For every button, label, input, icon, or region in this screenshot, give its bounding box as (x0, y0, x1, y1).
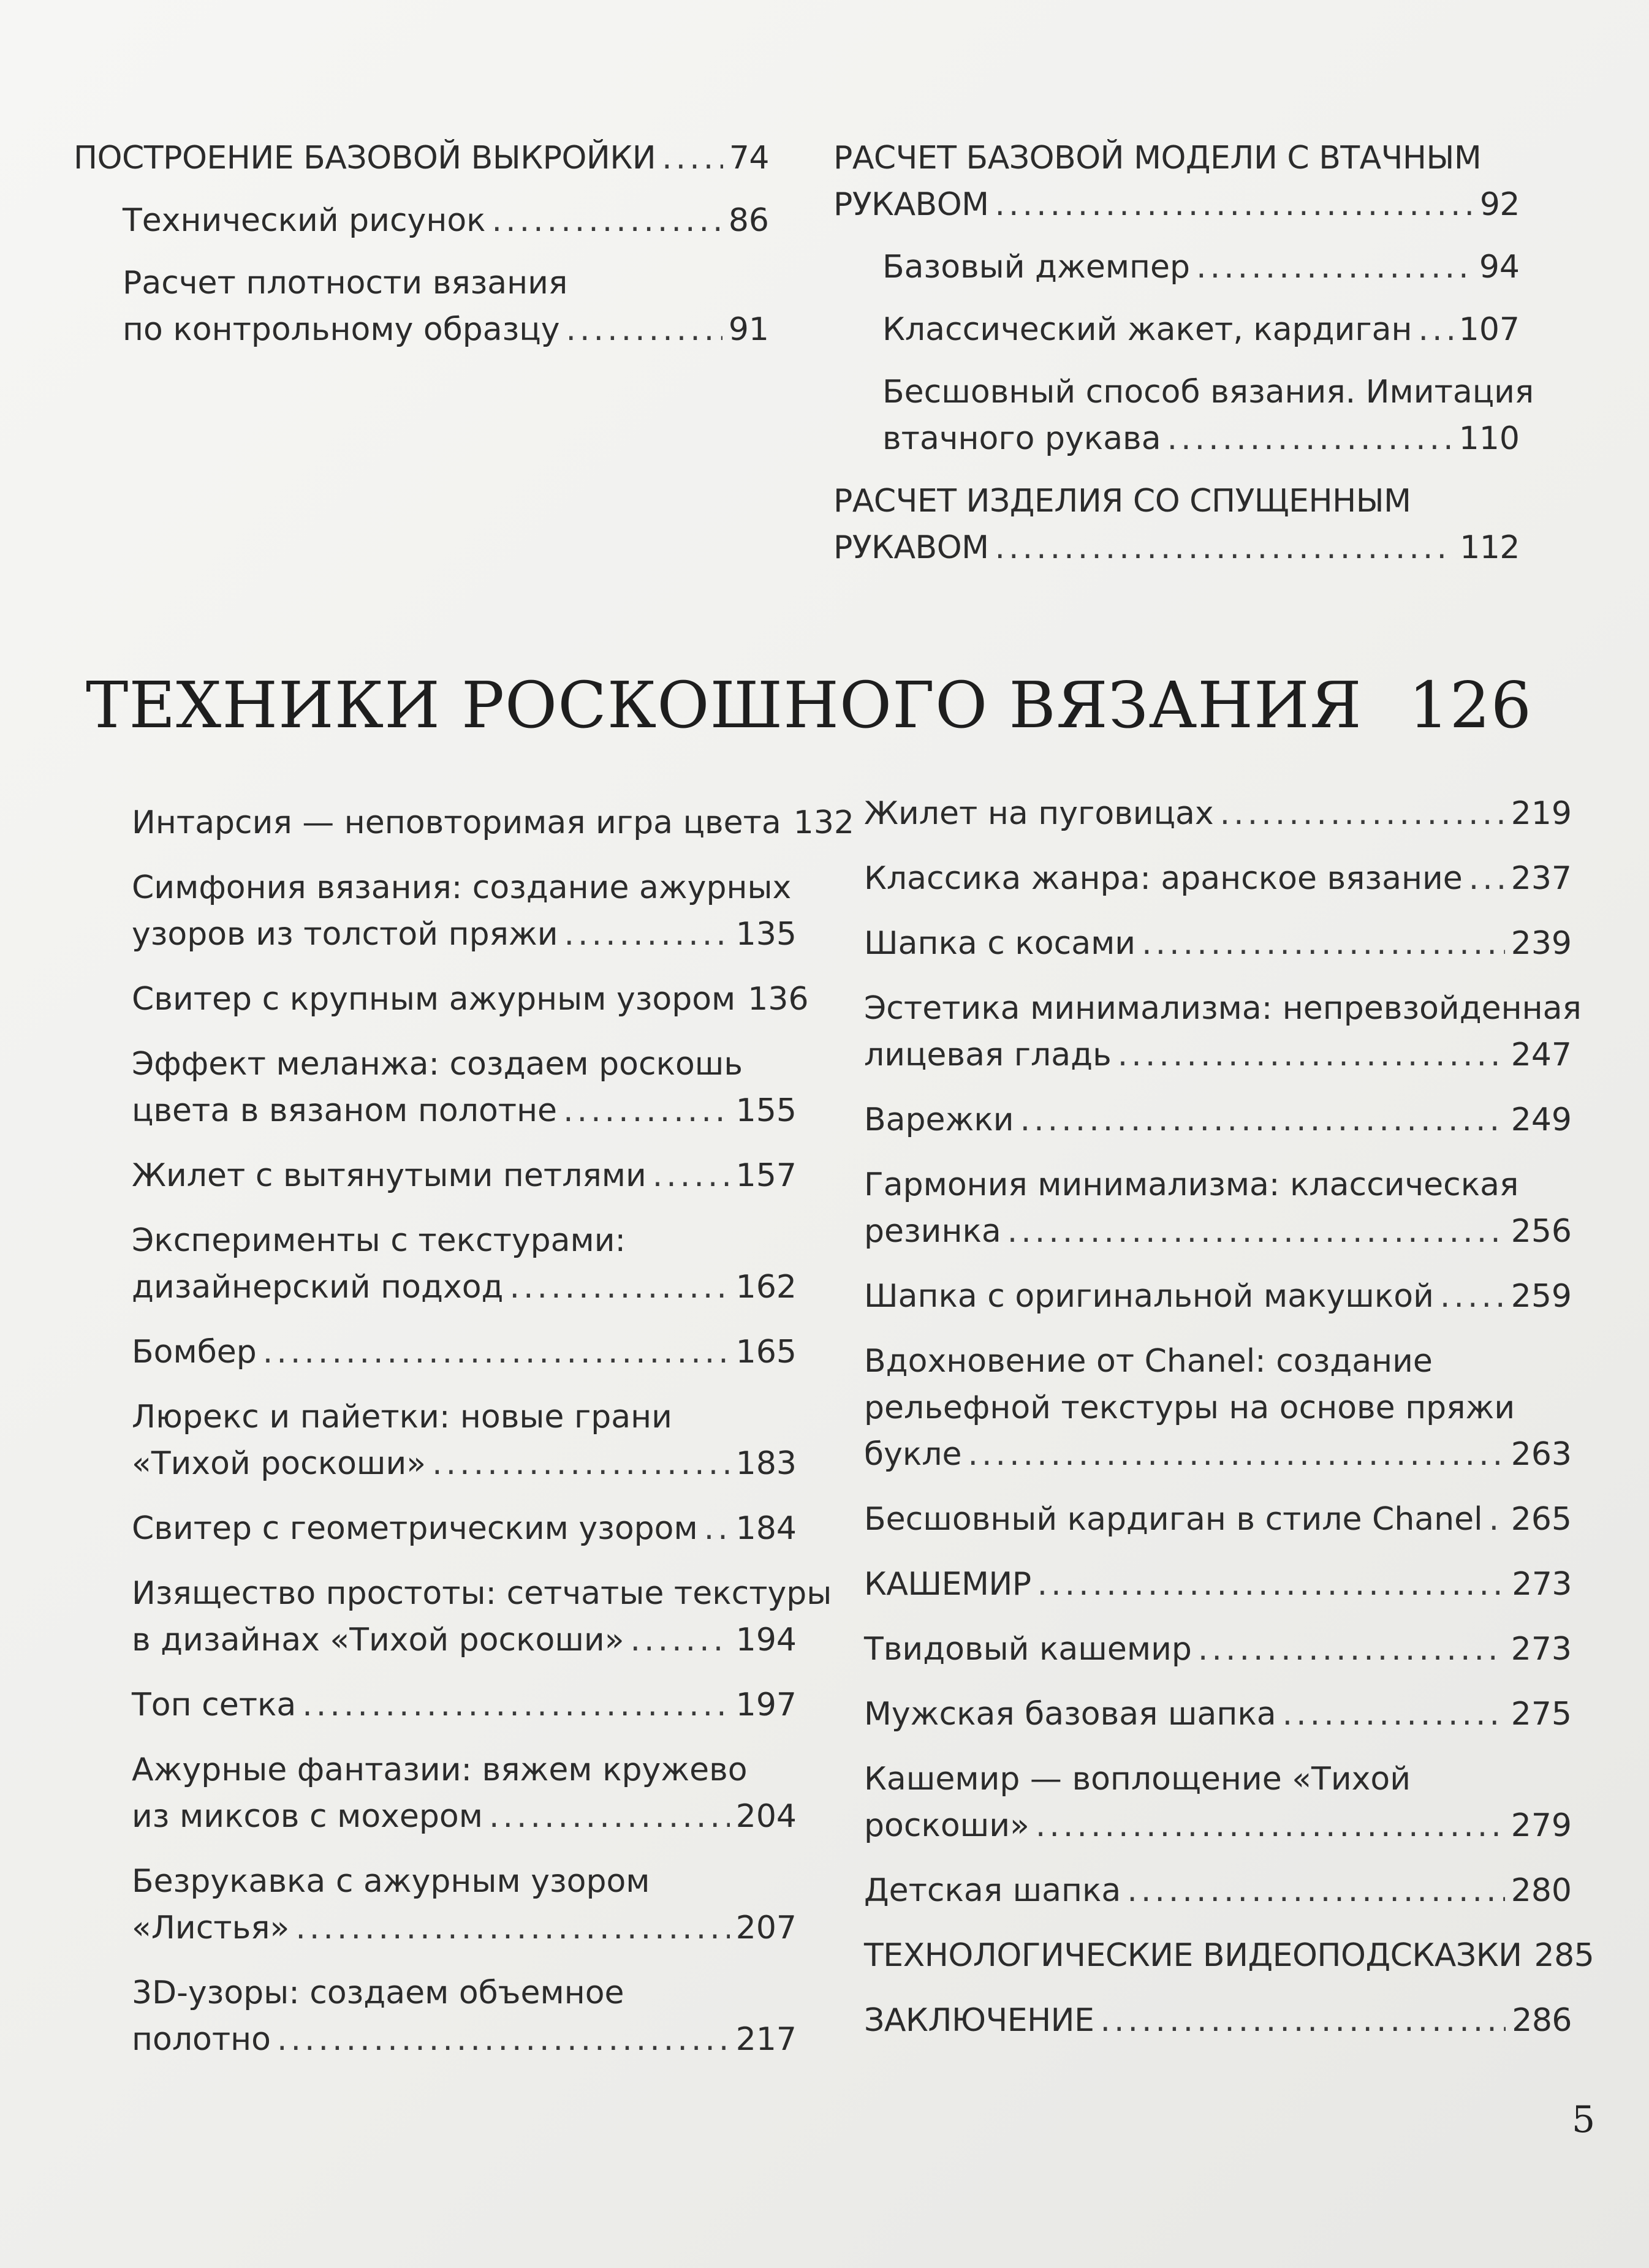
toc-entry-page: 197 (735, 1687, 797, 1723)
toc-entry (864, 920, 1572, 967)
dot-leader (968, 1431, 1504, 1478)
toc-entry-page: 275 (1511, 1696, 1572, 1733)
toc-entry-title: полотно (132, 2021, 271, 2058)
dot-leader (1127, 1867, 1504, 1914)
toc-entry (864, 1162, 1572, 1255)
dot-leader (263, 1329, 730, 1375)
toc-entry-page: 184 (735, 1510, 797, 1547)
toc-entry (864, 1932, 1594, 1979)
toc-bottom-left-column (132, 799, 855, 2081)
toc-entry-title: Мужская базовая шапка (864, 1696, 1276, 1733)
toc-entry-title: Базовый джемпер (882, 249, 1191, 285)
toc-entry-page: 183 (735, 1445, 797, 1482)
toc-entry-title: по контрольному образцу (123, 311, 560, 348)
toc-entry (864, 1097, 1572, 1143)
toc-entry-page: 155 (735, 1092, 797, 1129)
section-page: 126 (1408, 668, 1532, 743)
section-heading (86, 668, 1532, 743)
toc-entry-page: 91 (728, 311, 769, 348)
dot-leader (302, 1682, 729, 1728)
toc-entry (132, 1858, 797, 1951)
toc-entry-title: роскоши» (864, 1807, 1029, 1844)
dot-leader (1118, 1032, 1505, 1078)
toc-entry-page: 259 (1511, 1278, 1572, 1315)
toc-entry (132, 1682, 797, 1728)
toc-bottom-right-column (864, 790, 1594, 2062)
toc-entry-title: Варежки (864, 1102, 1014, 1138)
dot-leader (566, 306, 722, 353)
dot-leader (995, 524, 1454, 571)
toc-entry (132, 1329, 797, 1375)
toc-entry-title: Эффект меланжа: создаем роскошь (132, 1046, 743, 1083)
toc-entry-page: 256 (1511, 1213, 1572, 1250)
toc-entry-page: 279 (1511, 1807, 1572, 1844)
toc-entry-title: Эстетика минимализма: непревзойденная (864, 990, 1582, 1027)
toc-entry (132, 1505, 797, 1552)
dot-leader (489, 1793, 730, 1840)
dot-leader (662, 135, 723, 181)
toc-entry-page: 92 (1479, 186, 1520, 223)
dot-leader (564, 911, 730, 958)
dot-leader (1440, 1273, 1505, 1320)
toc-entry-page: 273 (1512, 1566, 1572, 1603)
toc-entry-page: 74 (729, 140, 769, 176)
toc-entry-page: 165 (735, 1334, 797, 1370)
toc-entry (132, 1570, 832, 1663)
toc-entry-title: Свитер с геометрическим узором (132, 1510, 698, 1547)
toc-entry-title: узоров из толстой пряжи (132, 916, 558, 953)
toc-entry (864, 1561, 1572, 1608)
toc-entry (132, 976, 809, 1022)
dot-leader (653, 1152, 730, 1199)
toc-entry-title: втачного рукава (882, 420, 1161, 457)
toc-entry-title: Классика жанра: аранское вязание (864, 860, 1463, 897)
toc-entry-title: РАСЧЕТ ИЗДЕЛИЯ СО СПУЩЕННЫМ (833, 483, 1411, 520)
toc-entry (833, 478, 1520, 571)
toc-entry-title: дизайнерский подход (132, 1269, 504, 1306)
dot-leader (1220, 790, 1505, 837)
toc-entry-page: 247 (1511, 1037, 1572, 1073)
toc-entry-title: РУКАВОМ (833, 529, 989, 566)
toc-entry (132, 1970, 797, 2063)
toc-entry-page: 249 (1511, 1102, 1572, 1138)
toc-entry (864, 1338, 1572, 1478)
toc-entry (864, 1997, 1572, 2044)
toc-entry-title: ЗАКЛЮЧЕНИЕ (864, 2002, 1094, 2039)
toc-entry (864, 985, 1582, 1078)
toc-entry-page: 110 (1458, 420, 1520, 457)
dot-leader (1036, 1802, 1505, 1849)
toc-entry-title: Твидовый кашемир (864, 1631, 1192, 1668)
toc-entry-title: 3D-узоры: создаем объемное (132, 1975, 624, 2011)
toc-entry-title: Интарсия — неповторимая игра цвета (132, 804, 781, 841)
toc-entry-title: Изящество простоты: сетчатые текстуры (132, 1575, 832, 1612)
toc-entry (864, 1867, 1572, 1914)
dot-leader (995, 181, 1474, 228)
toc-entry-title: рельефной текстуры на основе пряжи (864, 1389, 1515, 1426)
toc-entry (882, 369, 1534, 462)
toc-entry (132, 799, 855, 846)
toc-entry (864, 855, 1572, 902)
toc-entry (132, 1152, 797, 1199)
toc-entry-title: Бесшовный кардиган в стиле Chanel (864, 1501, 1483, 1538)
toc-entry (74, 135, 769, 181)
toc-entry-page: 86 (728, 202, 769, 239)
dot-leader (509, 1264, 729, 1310)
toc-entry-title: в дизайнах «Тихой роскоши» (132, 1622, 624, 1658)
dot-leader (1283, 1691, 1505, 1737)
toc-entry-title: резинка (864, 1213, 1001, 1250)
toc-entry (132, 1747, 797, 1840)
toc-entry (864, 1273, 1572, 1320)
toc-entry-page: 136 (748, 981, 809, 1018)
toc-entry-page: 132 (793, 804, 855, 841)
toc-entry-page: 280 (1511, 1872, 1572, 1909)
toc-entry (864, 1756, 1572, 1849)
toc-entry-title: «Тихой роскоши» (132, 1445, 426, 1482)
toc-entry-page: 265 (1511, 1501, 1572, 1538)
toc-entry-title: Симфония вязания: создание ажурных (132, 869, 792, 906)
toc-entry-page: 157 (735, 1157, 797, 1194)
dot-leader (1167, 415, 1453, 462)
toc-entry-title: Топ сетка (132, 1687, 297, 1723)
dot-leader (432, 1440, 730, 1487)
toc-entry-title: Классический жакет, кардиган (882, 311, 1412, 348)
toc-entry-title: Бесшовный способ вязания. Имитация (882, 374, 1534, 410)
toc-entry (864, 790, 1572, 837)
toc-top-right-column (833, 135, 1534, 587)
toc-entry (864, 1496, 1572, 1543)
dot-leader (631, 1617, 730, 1663)
dot-leader (1037, 1561, 1506, 1608)
dot-leader (277, 2016, 730, 2063)
dot-leader (1020, 1097, 1505, 1143)
toc-entry (864, 1691, 1572, 1737)
toc-entry-title: Детская шапка (864, 1872, 1121, 1909)
dot-leader (704, 1505, 730, 1552)
toc-entry (882, 244, 1520, 290)
dot-leader (1142, 920, 1505, 967)
toc-entry-title: Гармония минимализма: классическая (864, 1166, 1519, 1203)
toc-entry-page: 263 (1511, 1436, 1572, 1473)
toc-entry (833, 135, 1520, 228)
toc-entry (132, 1394, 797, 1487)
toc-entry (123, 260, 769, 353)
toc-entry-title: Шапка с косами (864, 925, 1136, 962)
toc-entry-title: букле (864, 1436, 962, 1473)
toc-entry-title: из миксов с мохером (132, 1798, 483, 1835)
dot-leader (295, 1905, 729, 1951)
toc-entry-page: 107 (1458, 311, 1520, 348)
toc-entry-title: Бомбер (132, 1334, 257, 1370)
toc-entry-title: Безрукавка с ажурным узором (132, 1863, 650, 1900)
toc-entry-title: Технический рисунок (123, 202, 486, 239)
section-title: ТЕХНИКИ РОСКОШНОГО ВЯЗАНИЯ (86, 668, 1362, 743)
toc-entry-title: Свитер с крупным ажурным узором (132, 981, 736, 1018)
toc-entry-page: 112 (1460, 529, 1520, 566)
dot-leader (492, 197, 722, 244)
dot-leader (1419, 306, 1453, 353)
toc-entry-title: КАШЕМИР (864, 1566, 1031, 1603)
toc-entry-page: 194 (735, 1622, 797, 1658)
toc-entry-title: ТЕХНОЛОГИЧЕСКИЕ ВИДЕОПОДСКАЗКИ (864, 1937, 1522, 1974)
toc-entry (132, 1217, 797, 1310)
dot-leader (1196, 244, 1473, 290)
toc-entry-page: 286 (1512, 2002, 1572, 2039)
toc-entry-title: Шапка с оригинальной макушкой (864, 1278, 1434, 1315)
toc-entry-page: 237 (1511, 860, 1572, 897)
toc-entry-page: 285 (1534, 1937, 1594, 1974)
dot-leader (1469, 855, 1505, 902)
toc-entry (132, 1041, 797, 1134)
toc-entry-title: РУКАВОМ (833, 186, 989, 223)
toc-entry-title: лицевая гладь (864, 1037, 1112, 1073)
toc-entry (864, 1626, 1572, 1673)
toc-entry-title: Жилет с вытянутыми петлями (132, 1157, 646, 1194)
dot-leader (1007, 1208, 1505, 1255)
toc-entry (123, 197, 769, 244)
toc-entry-page: 217 (735, 2021, 797, 2058)
dot-leader (1489, 1496, 1505, 1543)
toc-entry-title: Вдохновение от Chanel: создание (864, 1343, 1433, 1380)
page-number: 5 (1572, 2098, 1596, 2141)
toc-entry-title: «Листья» (132, 1910, 290, 1946)
toc-top-left-column (74, 135, 769, 369)
dot-leader (1100, 1997, 1506, 2044)
dot-leader (1198, 1626, 1505, 1673)
toc-entry-page: 273 (1511, 1631, 1572, 1668)
toc-entry-title: Ажурные фантазии: вяжем кружево (132, 1752, 748, 1788)
toc-entry-page: 204 (735, 1798, 797, 1835)
toc-entry-title: цвета в вязаном полотне (132, 1092, 558, 1129)
toc-entry-page: 239 (1511, 925, 1572, 962)
toc-entry-title: Люрекс и пайетки: новые грани (132, 1399, 672, 1435)
toc-entry (132, 864, 797, 958)
dot-leader (563, 1087, 730, 1134)
toc-entry-title: Жилет на пуговицах (864, 795, 1214, 832)
toc-entry-page: 94 (1479, 249, 1520, 285)
toc-entry-page: 219 (1511, 795, 1572, 832)
toc-entry-title: Расчет плотности вязания (123, 265, 568, 301)
toc-entry-page: 135 (735, 916, 797, 953)
toc-entry-title: Эксперименты с текстурами: (132, 1222, 626, 1259)
toc-entry-page: 162 (735, 1269, 797, 1306)
toc-entry-title: Кашемир — воплощение «Тихой (864, 1761, 1411, 1797)
toc-entry-title: ПОСТРОЕНИЕ БАЗОВОЙ ВЫКРОЙКИ (74, 140, 656, 176)
toc-entry (882, 306, 1520, 353)
toc-entry-page: 207 (735, 1910, 797, 1946)
toc-entry-title: РАСЧЕТ БАЗОВОЙ МОДЕЛИ С ВТАЧНЫМ (833, 140, 1482, 176)
